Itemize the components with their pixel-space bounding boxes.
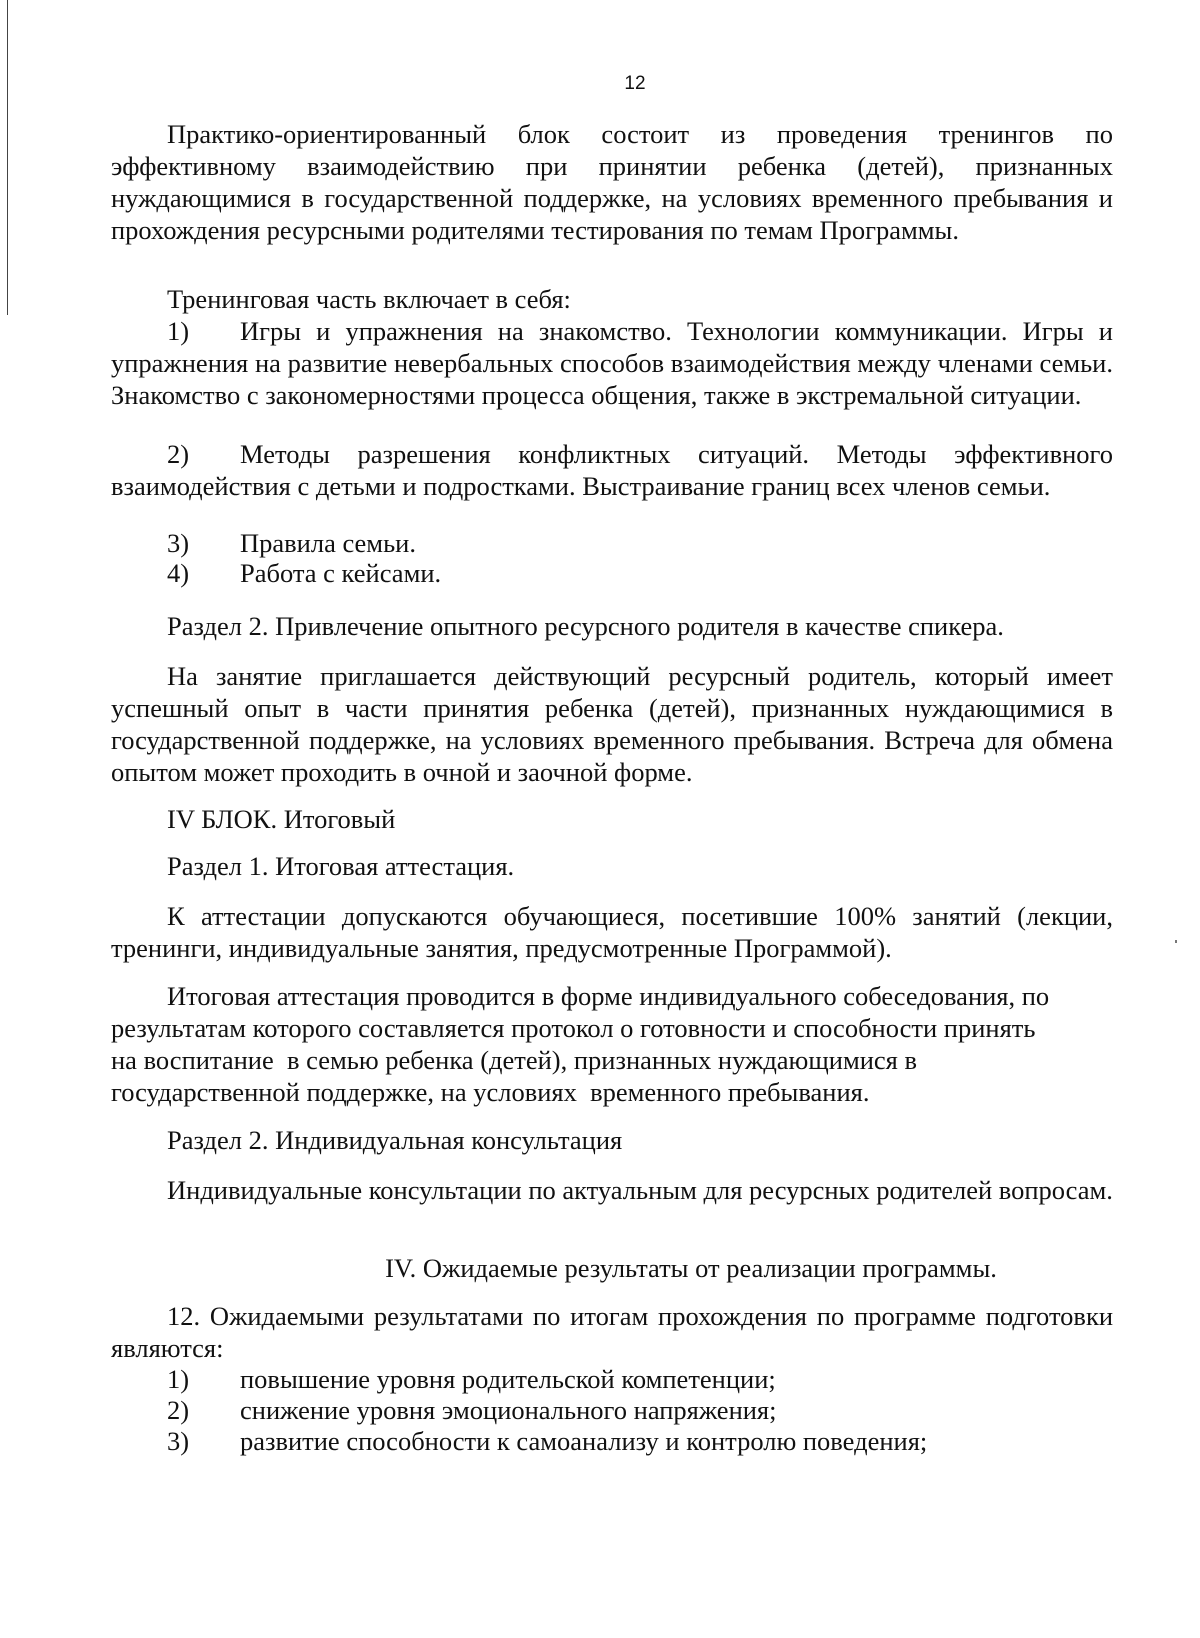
page-number: 12 [624, 73, 646, 94]
list-number: 3) [167, 528, 190, 558]
paragraph-training-intro: Тренинговая часть включает в себя: [167, 284, 571, 314]
result-item-3 [167, 1425, 1113, 1457]
results-heading: IV. Ожидаемые результаты от реализации программы. [385, 1253, 997, 1283]
training-item-2 [111, 438, 1113, 502]
list-text: повышение уровня родительской компетенции; [240, 1364, 776, 1394]
attestation-procedure-paragraph [111, 980, 1113, 1108]
result-item-1 [167, 1363, 1113, 1395]
list-number: 3) [167, 1426, 190, 1456]
list-number: 1) [167, 1364, 190, 1394]
list-number: 2) [167, 439, 190, 469]
results-intro-paragraph: 12. Ожидаемыми результатами по итогам прохождения по программе подготовки являются: [111, 1301, 1113, 1363]
list-text: Игры и упражнения на знакомство. Технологии коммуникации. Игры и упражнения на развитие невербальных способов взаимодействия между членами семьи. Знакомство с закономерностями процесса общения, также в экстремальной ситуации. [111, 316, 1113, 410]
section2-paragraph: На занятие приглашается действующий ресурсный родитель, который имеет успешный опыт в части принятия ребенка (детей), признанных нуждающимися в государственной поддержке, на условиях временного пребывания. Встреча для обмена опытом может проходить в очной и заочной форме. [111, 661, 1113, 787]
text-line: государственной поддержке, на условиях временного пребывания. [111, 1077, 870, 1107]
result-item-2 [167, 1394, 1113, 1426]
list-number: 4) [167, 558, 190, 588]
consultation-paragraph: Индивидуальные консультации по актуальным для ресурсных родителей вопросам. [167, 1175, 1113, 1205]
training-item-3 [167, 527, 1113, 559]
block4-section2-heading: Раздел 2. Индивидуальная консультация [167, 1125, 623, 1155]
text-line: на воспитание в семью ребенка (детей), признанных нуждающимися в [111, 1045, 917, 1075]
text-line: Итоговая аттестация проводится в форме индивидуального собеседования, по [167, 981, 1050, 1011]
attestation-admission-paragraph: К аттестации допускаются обучающиеся, посетившие 100% занятий (лекции, тренинги, индивидуальные занятия, предусмотренные Программой). [111, 901, 1113, 963]
training-item-4 [167, 557, 1113, 589]
scan-speck [1175, 940, 1177, 943]
list-number: 1) [167, 316, 190, 346]
list-number: 2) [167, 1395, 190, 1425]
list-text: развитие способности к самоанализу и контролю поведения; [240, 1426, 928, 1456]
list-text: Методы разрешения конфликтных ситуаций. Методы эффективного взаимодействия с детьми и подростками. Выстраивание границ всех членов семьи. [111, 439, 1113, 501]
list-text: Работа с кейсами. [240, 558, 442, 588]
section2-heading: Раздел 2. Привлечение опытного ресурсного родителя в качестве спикера. [167, 611, 1004, 641]
paragraph-practice-block: Практико-ориентированный блок состоит из проведения тренингов по эффективному взаимодействию при принятии ребенка (детей), признанных нуждающимися в государственной поддержке, на условиях временного пребывания и прохождения ресурсными родителями тестирования по темам Программы. [111, 119, 1113, 245]
text-line: результатам которого составляется протокол о готовности и способности принять [111, 1013, 1036, 1043]
block4-heading: IV БЛОК. Итоговый [167, 804, 396, 834]
training-item-1 [111, 315, 1113, 411]
scan-edge-line [7, 0, 8, 315]
list-text: Правила семьи. [240, 528, 416, 558]
list-text: снижение уровня эмоционального напряжения; [240, 1395, 777, 1425]
block4-section1-heading: Раздел 1. Итоговая аттестация. [167, 851, 515, 881]
